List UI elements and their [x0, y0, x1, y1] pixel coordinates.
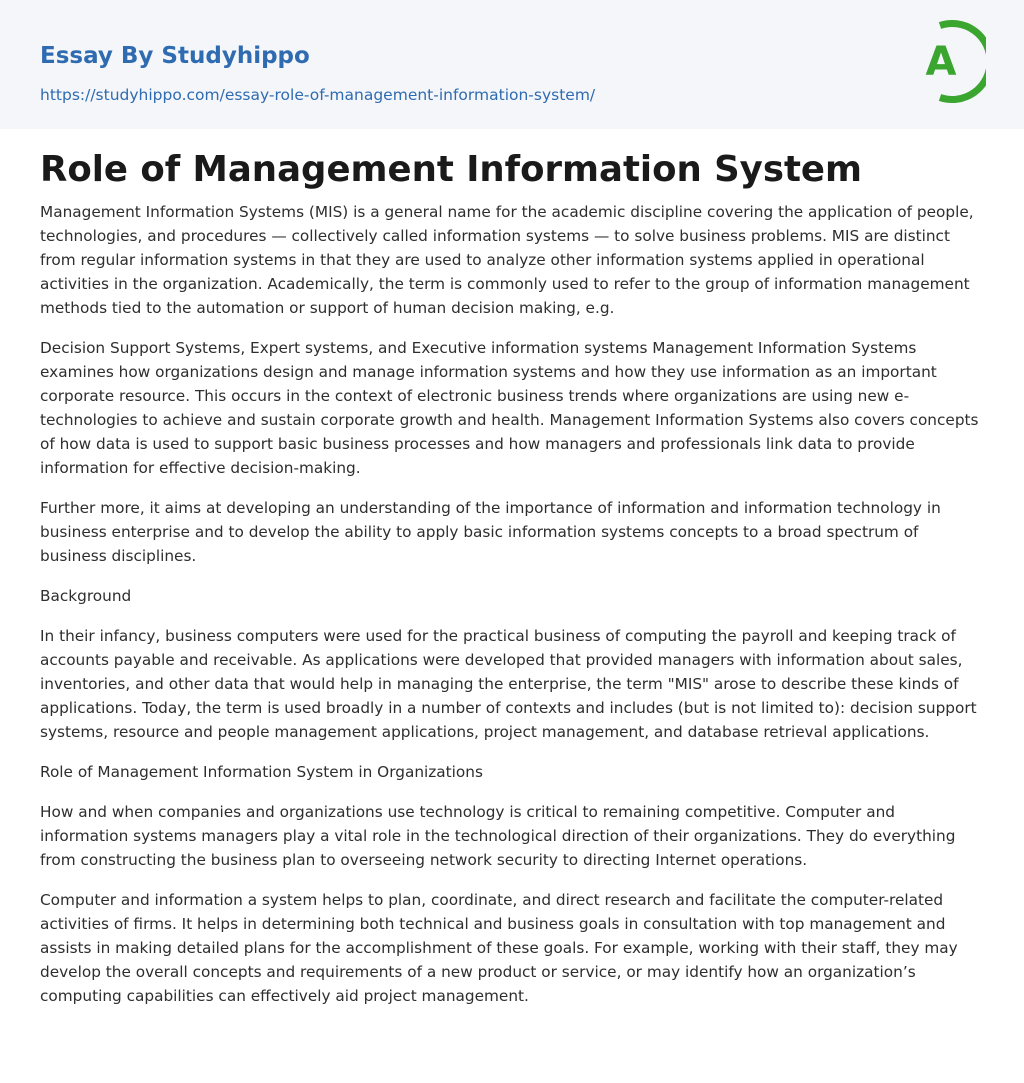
site-name: Essay By Studyhippo [40, 43, 310, 69]
paragraph: Management Information Systems (MIS) is a general name for the academic discipline covering the application of people, technologies, and procedures — collectively called information systems — to solve business problems. MIS are distinct from regular information systems in that they are used to analyze other information systems applied in operational activities in the organization. Academically, the term is commonly used to refer to the group of information management methods tied to the automation or support of human decision making, e.g. [40, 203, 974, 317]
section-heading-role: Role of Management Information System in Organizations [40, 763, 483, 781]
paragraph: Computer and information a system helps to plan, coordinate, and direct research and facilitate the computer-related activities of firms. It helps in determining both technical and business goals in consultation with top management and assists in making detailed plans for the accomplishment of these goals. For example, working with their staff, they may develop the overall concepts and requirements of a new product or service, or may identify how an organization’s computing capabilities can effectively aid project management. [40, 891, 958, 1005]
page-header [0, 0, 1024, 129]
article-title: Role of Management Information System [40, 149, 862, 190]
section-heading-background: Background [40, 587, 132, 605]
paragraph: Further more, it aims at developing an understanding of the importance of information and information technology in business enterprise and to develop the ability to apply basic information systems concepts to a broad spectrum of business disciplines. [40, 499, 941, 565]
paragraph: How and when companies and organizations use technology is critical to remaining competitive. Computer and information systems managers play a vital role in the technological direction of their organizations. They do everything from constructing the business plan to overseeing network security to directing Internet operations. [40, 803, 956, 869]
studyhippo-logo-icon[interactable] [916, 19, 986, 104]
svg-text:A: A [925, 39, 957, 85]
paragraph: Decision Support Systems, Expert systems, and Executive information systems Management Information Systems examines how organizations design and manage information systems and how they use information as an important corporate resource. This occurs in the context of electronic business trends where organizations are using new e-technologies to achieve and sustain corporate growth and health. Management Information Systems also covers concepts of how data is used to support basic business processes and how managers and professionals link data to provide information for effective decision-making. [40, 339, 979, 477]
paragraph: In their infancy, business computers were used for the practical business of computing the payroll and keeping track of accounts payable and receivable. As applications were developed that provided managers with information about sales, inventories, and other data that would help in managing the enterprise, the term "MIS" arose to describe these kinds of applications. Today, the term is used broadly in a number of contexts and includes (but is not limited to): decision support systems, resource and people management applications, project management, and database retrieval applications. [40, 627, 977, 741]
essay-url-link[interactable]: https://studyhippo.com/essay-role-of-management-information-system/ [40, 86, 596, 104]
article [0, 148, 1024, 1008]
